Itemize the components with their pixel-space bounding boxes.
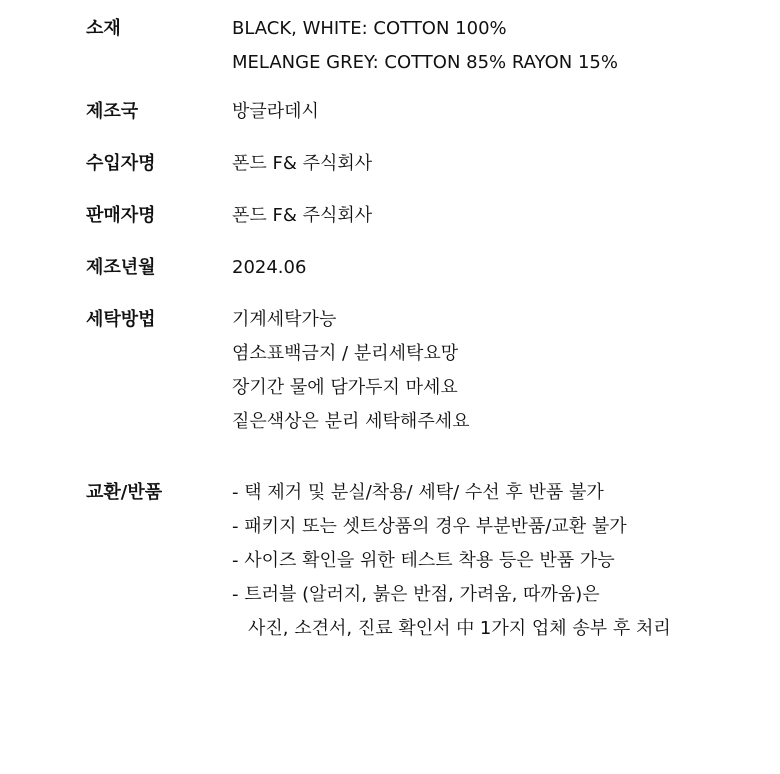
origin-values: [232, 95, 772, 129]
exchange-return-values: [232, 476, 772, 646]
exchange-return-label: 교환/반품: [86, 482, 163, 503]
washing-label: 세탁방법: [86, 309, 156, 330]
importer-label: 수입자명: [86, 153, 156, 174]
origin-value: 방글라데시: [232, 101, 319, 122]
material-values: [232, 12, 772, 80]
importer-values: [232, 147, 772, 181]
material-label: 소재: [86, 18, 121, 39]
importer-value: 폰드 F& 주식회사: [232, 153, 373, 174]
seller-values: [232, 199, 772, 233]
washing-value-4: 짙은색상은 분리 세탁해주세요: [232, 411, 470, 432]
material-value-1: BLACK, WHITE: COTTON 100%: [232, 18, 507, 39]
washing-value-3: 장기간 물에 담가두지 마세요: [232, 377, 458, 398]
exchange-return-value-1: - 택 제거 및 분실/착용/ 세탁/ 수선 후 반품 불가: [232, 482, 604, 503]
exchange-return-value-4: - 트러블 (알러지, 붉은 반점, 가려움, 따까움)은: [232, 584, 600, 605]
exchange-return-value-2: - 패키지 또는 셋트상품의 경우 부분반품/교환 불가: [232, 516, 627, 537]
exchange-return-value-5: 사진, 소견서, 진료 확인서 中 1가지 업체 송부 후 처리: [248, 618, 671, 639]
manufacture-date-label: 제조년월: [86, 257, 156, 278]
washing-value-1: 기계세탁가능: [232, 309, 337, 330]
manufacture-date-value: 2024.06: [232, 257, 307, 278]
origin-label: 제조국: [86, 101, 139, 122]
seller-label: 판매자명: [86, 205, 156, 226]
washing-value-2: 염소표백금지 / 분리세탁요망: [232, 343, 459, 364]
material-value-2: MELANGE GREY: COTTON 85% RAYON 15%: [232, 52, 618, 73]
washing-values: [232, 303, 772, 439]
exchange-return-value-3: - 사이즈 확인을 위한 테스트 착용 등은 반품 가능: [232, 550, 615, 571]
manufacture-date-values: [232, 251, 772, 285]
seller-value: 폰드 F& 주식회사: [232, 205, 373, 226]
